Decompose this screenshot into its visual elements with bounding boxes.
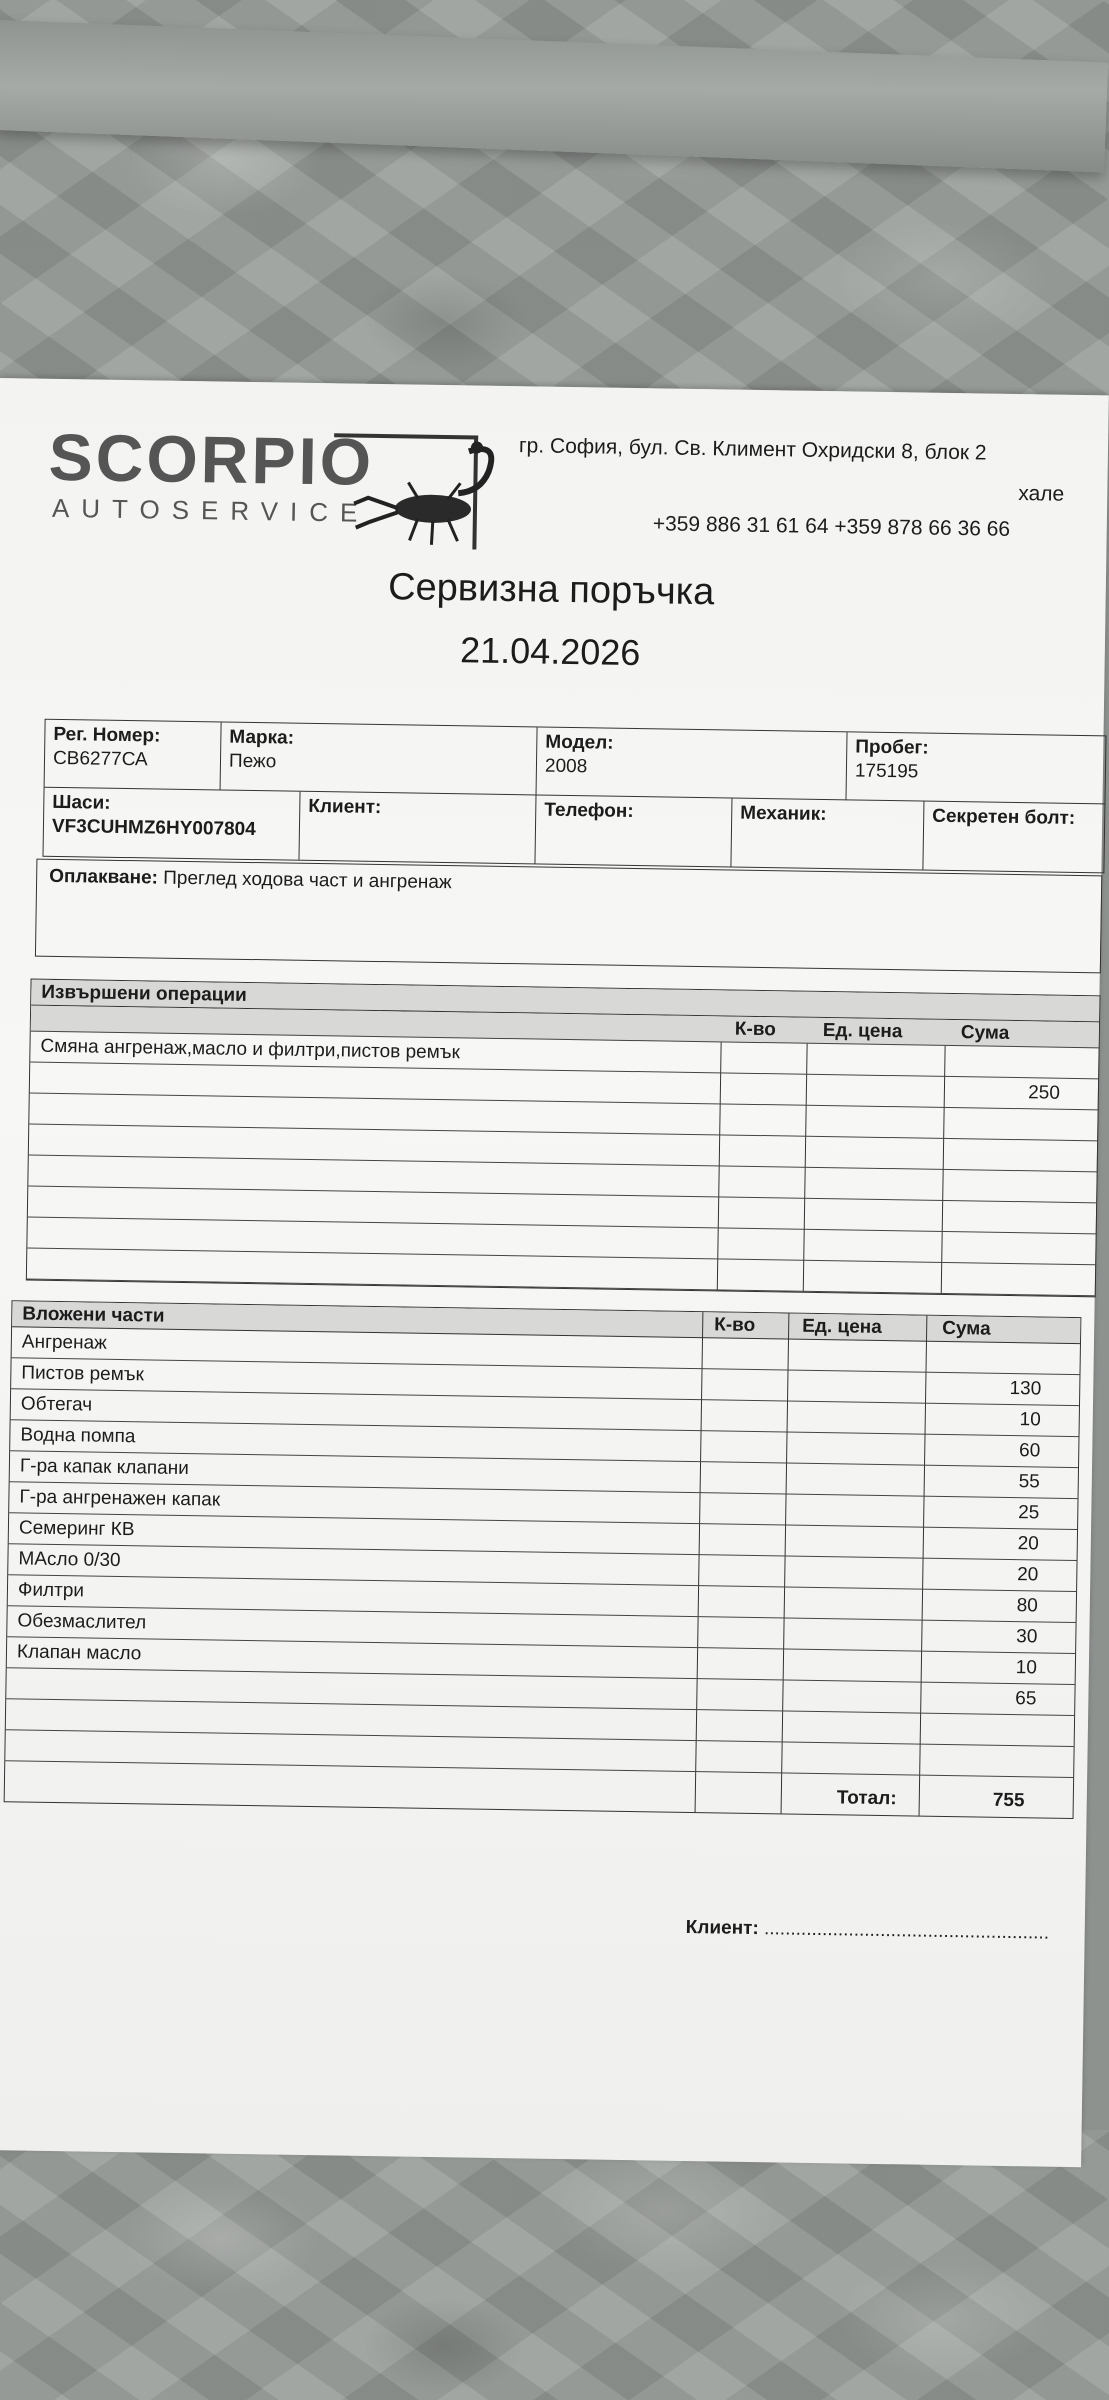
company-phones: +359 886 31 61 64 +359 878 66 36 66 [652, 512, 1011, 541]
row-item-sum [966, 1749, 1036, 1750]
row-item-sum [989, 1175, 1059, 1176]
row-item-name: Г-ра ангренажен капак [19, 1486, 221, 1511]
row-item-sum [988, 1237, 1058, 1238]
client-label: Клиент: [308, 795, 382, 819]
row-item-sum [991, 1051, 1061, 1052]
row-item-name: Ангренаж [21, 1331, 108, 1354]
row-item-name: Филтри [17, 1579, 85, 1602]
mileage-cell [846, 732, 1105, 804]
lock-bolt-label: Секретен болт: [932, 805, 1076, 829]
client-signature-label: Клиент: [685, 1916, 759, 1940]
parts-title: Вложени части [22, 1303, 165, 1327]
company-address-cont: хале [1018, 482, 1065, 506]
col-unit-price: Ед. цена [802, 1315, 882, 1338]
client-signature-line [686, 1917, 1050, 1945]
lock-bolt-cell [923, 802, 1104, 873]
total-value: 755 [992, 1789, 1025, 1812]
row-item-sum [987, 1268, 1057, 1269]
row-item-name: Смяна ангренаж,масло и филтри,пистов ремък [40, 1035, 461, 1064]
row-item-sum: 10 [1015, 1657, 1038, 1679]
row-item-sum: 30 [1016, 1626, 1038, 1648]
row-item-name: Семеринг КВ [18, 1517, 135, 1541]
service-order-document [0, 378, 1109, 2167]
mileage-label: Пробег: [855, 736, 929, 759]
row-item-sum: 65 [1015, 1688, 1037, 1710]
row-item-sum: 55 [1018, 1471, 1040, 1493]
row-item-sum: 130 [1009, 1377, 1042, 1400]
logo-subtitle: AUTOSERVICE [51, 492, 370, 528]
row-item-sum [990, 1113, 1060, 1114]
complaint-text: Преглед ходова част и ангренаж [163, 867, 452, 894]
row-item-name: Пистов ремък [21, 1362, 145, 1386]
client-cell [299, 792, 536, 864]
operations-title: Извършени операции [41, 981, 247, 1006]
mechanic-cell [731, 799, 924, 870]
row-item-sum [989, 1144, 1059, 1145]
row-item-name: МАсло 0/30 [18, 1548, 121, 1572]
client-signature-dots: ...................................................... [763, 1918, 1050, 1944]
col-sum: Сума [942, 1317, 991, 1340]
model-label: Модел: [545, 731, 614, 754]
col-unit-price: Ед. цена [822, 1020, 903, 1043]
col-qty: К-во [714, 1314, 756, 1336]
brand-label: Марка: [229, 726, 295, 749]
reg-number-value: СВ6277СА [52, 747, 148, 771]
scorpion-icon [347, 429, 519, 552]
col-qty: К-во [734, 1018, 776, 1041]
row-item-sum: 60 [1018, 1440, 1041, 1462]
total-label: Тотал: [836, 1787, 897, 1810]
mileage-value: 175195 [854, 760, 919, 783]
company-logo [48, 419, 480, 536]
row-item-sum [966, 1718, 1036, 1719]
row-item-sum: 250 [1028, 1082, 1061, 1104]
brand-value: Пежо [228, 750, 277, 773]
row-item-sum: 20 [1017, 1564, 1039, 1586]
document-title: Сервизна поръчка [387, 566, 715, 614]
operations-table [26, 979, 1101, 1298]
row-item-sum: 25 [1017, 1502, 1040, 1524]
chassis-label: Шаси: [52, 791, 111, 814]
logo-word: SCORPIO [48, 419, 375, 499]
reg-number-cell [45, 720, 222, 791]
row-item-sum: 80 [1016, 1595, 1039, 1617]
col-sum: Сума [960, 1022, 1010, 1044]
phone-cell [535, 795, 732, 866]
row-item-sum: 20 [1017, 1533, 1039, 1555]
row-item-name: Водна помпа [20, 1424, 136, 1448]
chassis-value: VF3CUHMZ6HY007804 [51, 815, 256, 841]
mechanic-label: Механик: [740, 802, 827, 826]
row-item-name: Обезмаслител [17, 1610, 147, 1634]
document-date: 21.04.2026 [459, 629, 641, 674]
complaint-label: Оплакване: [49, 865, 159, 889]
row-item-name: Г-ра капак клапани [19, 1455, 189, 1480]
brand-cell [221, 723, 538, 796]
phone-label: Телефон: [544, 799, 634, 823]
row-item-name: Обтегач [20, 1393, 93, 1416]
row-item-sum [972, 1346, 1042, 1347]
chassis-cell [44, 788, 301, 860]
complaint-box [35, 859, 1102, 974]
vehicle-info-table [42, 719, 1106, 874]
background-blanket-bottom [0, 2130, 1109, 2400]
company-address: гр. София, бул. Св. Климент Охридски 8, блок 2 [518, 434, 987, 465]
model-value: 2008 [544, 755, 588, 778]
reg-number-label: Рег. Номер: [53, 723, 161, 747]
row-item-sum [988, 1206, 1058, 1207]
row-item-name: Клапан масло [16, 1641, 142, 1665]
row-item-sum: 10 [1019, 1409, 1041, 1431]
model-cell [537, 727, 848, 800]
parts-table [4, 1300, 1082, 1819]
